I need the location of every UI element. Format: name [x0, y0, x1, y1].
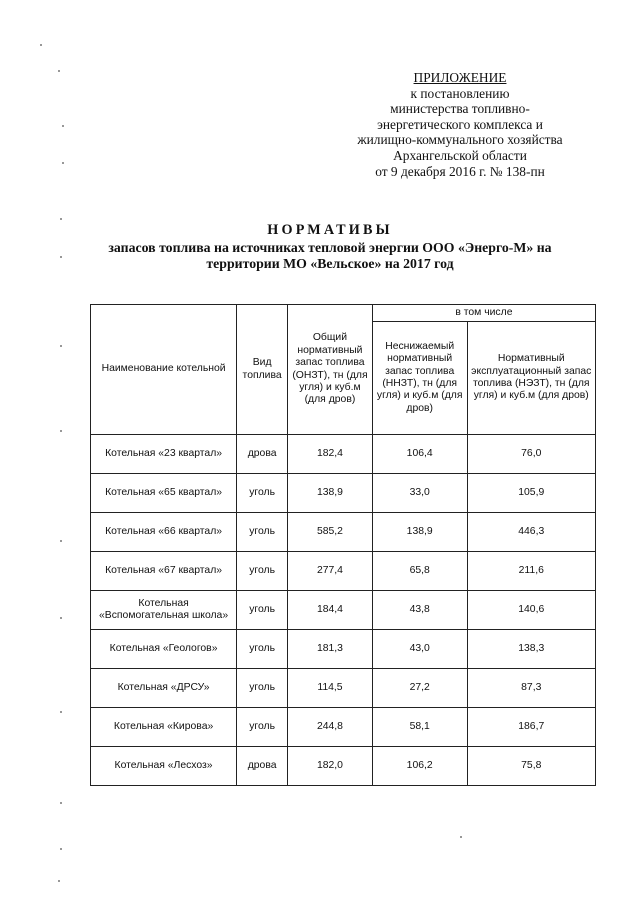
appendix-line: жилищно-коммунального хозяйства — [357, 132, 563, 148]
cell-nez: 140,6 — [467, 591, 595, 630]
col-header-nez: Нормативный эксплуатационный запас топлива (НЭЗТ), тн (для угля) и куб.м (для дров) — [467, 322, 595, 435]
document-title — [60, 222, 600, 273]
col-header-nnz: Неснижаемый нормативный запас топлива (ННЗТ), тн (для угля) и куб.м (для дров) — [372, 322, 467, 435]
appendix-line: министерства топливно- — [390, 101, 530, 117]
scan-speck — [60, 711, 62, 713]
cell-nnz: 106,2 — [372, 747, 467, 786]
title-subline: запасов топлива на источниках тепловой энергии ООО «Энерго-М» на — [108, 239, 552, 255]
col-header-name: Наименование котельной — [91, 305, 237, 435]
scan-speck — [460, 836, 462, 838]
table-row — [91, 747, 596, 786]
scan-speck — [40, 44, 42, 46]
table-row — [91, 513, 596, 552]
cell-total: 181,3 — [288, 630, 373, 669]
cell-name: Котельная «Геологов» — [91, 630, 237, 669]
cell-fuel: уголь — [237, 552, 288, 591]
cell-fuel: уголь — [237, 669, 288, 708]
appendix-title: ПРИЛОЖЕНИЕ — [413, 70, 507, 85]
cell-name: Котельная «Вспомогательная школа» — [91, 591, 237, 630]
cell-total: 138,9 — [288, 474, 373, 513]
cell-nnz: 138,9 — [372, 513, 467, 552]
cell-nez: 75,8 — [467, 747, 595, 786]
cell-nez: 446,3 — [467, 513, 595, 552]
scan-speck — [62, 125, 64, 127]
cell-name: Котельная «ДРСУ» — [91, 669, 237, 708]
cell-nez: 87,3 — [467, 669, 595, 708]
cell-name: Котельная «Лесхоз» — [91, 747, 237, 786]
cell-nez: 186,7 — [467, 708, 595, 747]
col-header-fuel-type: Вид топлива — [237, 305, 288, 435]
appendix-line: к постановлению — [410, 85, 510, 101]
table-row — [91, 630, 596, 669]
cell-fuel: уголь — [237, 708, 288, 747]
table-row — [91, 591, 596, 630]
cell-fuel: дрова — [237, 435, 288, 474]
cell-total: 244,8 — [288, 708, 373, 747]
table-row — [91, 552, 596, 591]
cell-nnz: 106,4 — [372, 435, 467, 474]
appendix-line: энергетического комплекса и — [377, 116, 543, 132]
appendix-header — [352, 70, 568, 179]
cell-nnz: 43,8 — [372, 591, 467, 630]
table-header-row — [91, 305, 596, 322]
cell-fuel: уголь — [237, 591, 288, 630]
scan-speck — [58, 70, 60, 72]
cell-fuel: уголь — [237, 513, 288, 552]
scan-speck — [60, 430, 62, 432]
cell-nez: 138,3 — [467, 630, 595, 669]
cell-name: Котельная «67 квартал» — [91, 552, 237, 591]
title-subline: территории МО «Вельское» на 2017 год — [206, 256, 454, 272]
cell-name: Котельная «66 квартал» — [91, 513, 237, 552]
cell-nez: 105,9 — [467, 474, 595, 513]
scan-speck — [60, 802, 62, 804]
cell-total: 184,4 — [288, 591, 373, 630]
cell-nez: 76,0 — [467, 435, 595, 474]
cell-name: Котельная «23 квартал» — [91, 435, 237, 474]
scan-speck — [60, 218, 62, 220]
scan-speck — [60, 540, 62, 542]
cell-name: Котельная «65 квартал» — [91, 474, 237, 513]
title-main: НОРМАТИВЫ — [267, 222, 393, 238]
scan-speck — [60, 617, 62, 619]
table-row — [91, 708, 596, 747]
cell-total: 585,2 — [288, 513, 373, 552]
cell-nnz: 65,8 — [372, 552, 467, 591]
scan-speck — [60, 345, 62, 347]
cell-total: 277,4 — [288, 552, 373, 591]
scan-speck — [60, 848, 62, 850]
scan-speck — [58, 880, 60, 882]
cell-name: Котельная «Кирова» — [91, 708, 237, 747]
norms-table — [90, 304, 596, 786]
cell-fuel: уголь — [237, 630, 288, 669]
table-row — [91, 435, 596, 474]
cell-total: 114,5 — [288, 669, 373, 708]
cell-total: 182,0 — [288, 747, 373, 786]
appendix-line: от 9 декабря 2016 г. № 138-пн — [375, 163, 545, 179]
cell-nnz: 33,0 — [372, 474, 467, 513]
cell-nnz: 27,2 — [372, 669, 467, 708]
scan-speck — [60, 256, 62, 258]
col-header-including: в том числе — [372, 305, 595, 322]
cell-nnz: 58,1 — [372, 708, 467, 747]
cell-nnz: 43,0 — [372, 630, 467, 669]
cell-total: 182,4 — [288, 435, 373, 474]
cell-fuel: дрова — [237, 747, 288, 786]
appendix-line: Архангельской области — [393, 147, 527, 163]
cell-fuel: уголь — [237, 474, 288, 513]
scan-speck — [62, 162, 64, 164]
table-row — [91, 474, 596, 513]
cell-nez: 211,6 — [467, 552, 595, 591]
col-header-total: Общий нормативный запас топлива (ОНЗТ), тн (для угля) и куб.м (для дров) — [288, 305, 373, 435]
table-row — [91, 669, 596, 708]
